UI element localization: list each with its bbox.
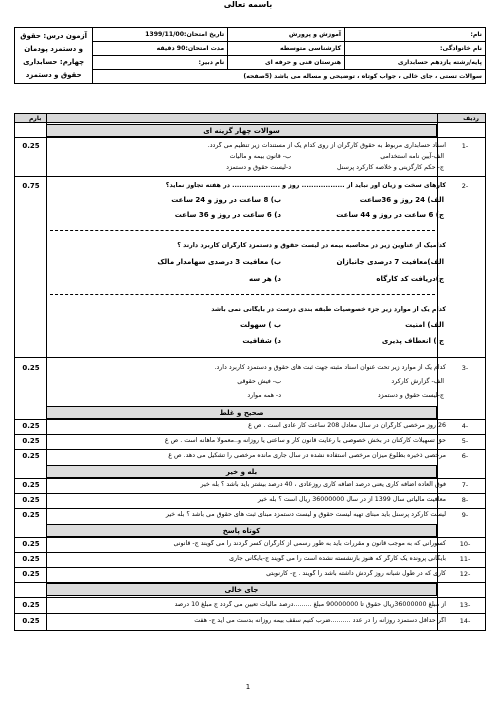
- score-col-divider: [46, 113, 47, 583]
- q1-number: 1-: [461, 142, 469, 150]
- q12-score: 0.25: [22, 570, 40, 578]
- q2-text-3: کدام یک از موارد زیر جزء خصوصیات طبقه بندی درست در بایگانی نمی باشد: [211, 306, 446, 313]
- q2-text: کارهای سخت و زیان آور نباید از .................. روز و .................... در هفته تجاوز نماید؟: [165, 182, 446, 189]
- q2-3-option-c[interactable]: ج ) انعطاف پذیری: [381, 337, 444, 345]
- q2-2-option-a[interactable]: الف)معافیت 7 درصدی جانبازان: [336, 258, 444, 266]
- q8-score: 0.25: [22, 496, 40, 504]
- q2-separator-2: [50, 294, 435, 295]
- q6-score: 0.25: [22, 452, 40, 460]
- q1-score: 0.25: [22, 142, 40, 150]
- q1-option-a[interactable]: الف-آیین نامه استخدامی: [380, 153, 444, 160]
- page-number: 1: [245, 683, 251, 691]
- exam-duration: مدت امتحان:90 دقیقه: [93, 42, 228, 56]
- section-mcq: سوالات چهار گزینه ای: [46, 124, 437, 137]
- q7-score: 0.25: [22, 481, 40, 489]
- q12-number: 12-: [459, 570, 471, 578]
- q2-row: [14, 176, 486, 177]
- office-label: کارشناسی متوسطه: [228, 42, 345, 56]
- q2-option-a[interactable]: الف) 24 روز و 36ساعت: [359, 196, 444, 204]
- section-short-answer: کوتاه پاسخ: [46, 524, 437, 537]
- q2-2-option-d[interactable]: د) هر سه: [248, 275, 281, 283]
- q4-row: [14, 419, 486, 420]
- subject-cell: آزمون درس: حقوق و دستمزد پودمان چهارم: حسابداری حقوق و دستمزد: [15, 28, 93, 84]
- q7-text: فوق العاده اضافه کاری یعنی درصد اضافه کاری روزعادی ، 40 درصد بیشتر باید باشد ؟ بله خیر: [200, 481, 446, 488]
- q1-row: [14, 137, 486, 138]
- q6-number: 6-: [461, 452, 469, 460]
- q2-number: 2-: [461, 182, 469, 190]
- q11-text: بایگانی پرونده یک کارگر که هنوز بازنشسته نشده است را می گویند ج-بایگانی جاری: [229, 555, 446, 562]
- exam-date: تاریخ امتحان:1399/11/00: [93, 28, 228, 42]
- q9-text: لیست کارکرد پرسنل باید مبنای تهیه لیست حقوق و لیست دستمزد مبنای ثبت های حقوق می باشد ؟ بله خیر: [165, 511, 446, 518]
- exam-note: سوالات تستی ، جای خالی ، جواب کوتاه ، توضیحی و مساله می باشد (5صفحه): [93, 70, 486, 84]
- family-label: نام خانوادگی:: [345, 42, 486, 56]
- q13-score: 0.25: [22, 601, 40, 609]
- q2-text-2: کدامیک از عناوین زیر در محاسبه بیمه در لیست حقوق و دستمزد کارگران کاربرد دارند ؟: [177, 242, 446, 249]
- name-label: نام:: [345, 28, 486, 42]
- org-label: آموزش و پرورش: [228, 28, 345, 42]
- q13-number: 13-: [459, 601, 471, 609]
- q10-row: [14, 537, 486, 538]
- col-barom: بارم: [29, 115, 42, 122]
- q14-score: 0.25: [22, 617, 40, 625]
- teacher-label: نام دبیر:: [93, 56, 228, 70]
- q14-text: اگر حداقل دستمزد روزانه را در عدد ..........ضرب کنیم سقف بیمه روزانه بدست می آید ج- هفت: [194, 617, 446, 624]
- q1-text: اسناد حسابداری مربوط به حقوق کارگران از روی کدام یک از مستندات زیر تنظیم می گردد.: [207, 142, 446, 149]
- column-header-bar: [14, 113, 486, 123]
- q3-option-b[interactable]: ب- فیش حقوقی: [237, 378, 281, 385]
- q3-number: 3-: [461, 364, 469, 372]
- q10-text: کسورانی که به موجب قانون و مقررات باید به طور رسمی از کارگران کسر گردند را می گویند ج- قانونی: [173, 540, 446, 547]
- q10-number: 10-: [459, 540, 471, 548]
- q8-row: [14, 493, 486, 494]
- q5-row: [14, 434, 486, 435]
- q8-text: معافیت مالیاتی سال 1399 از در سال 36000000 ریال است ؟ بله خیر: [257, 496, 446, 503]
- q6-row: [14, 449, 486, 450]
- q2-score: 0.75: [22, 182, 40, 190]
- q9-number: 9-: [461, 511, 469, 519]
- q3-score: 0.25: [22, 364, 40, 372]
- q14-row: [14, 613, 486, 614]
- q3-option-c[interactable]: ج-لیست حقوق و دستمزد: [377, 392, 444, 399]
- basmala: باسمه تعالی: [223, 0, 273, 9]
- q7-number: 7-: [461, 481, 469, 489]
- q11-row: [14, 552, 486, 553]
- q9-row: [14, 508, 486, 509]
- section-yes-no: بله و خیر: [46, 465, 437, 478]
- q6-text: مرخصی ذخیره بطلوع میزان مرخصی استفاده نشده در سال جاری مانده مرخصی را تشکیل می دهد. ص غ: [168, 452, 446, 459]
- q11-score: 0.25: [22, 555, 40, 563]
- q12-text: کاری که در طول شبانه روز گردش داشته باشد را گویند . ج- کارنوبتی: [266, 570, 446, 577]
- q8-number: 8-: [461, 496, 469, 504]
- school-label: هنرستان فنی و حرفه ای: [228, 56, 345, 70]
- q2-2-option-c[interactable]: ج)دریافت کد کارگاه: [376, 275, 444, 283]
- q12-row: [14, 567, 486, 568]
- section-true-false: صحیح و غلط: [46, 406, 437, 419]
- q4-text: 26 روز مرخصی کارگران در سال معادل 208 ساعت کار عادی است . ص غ: [248, 422, 446, 429]
- q5-score: 0.25: [22, 437, 40, 445]
- q1-option-b[interactable]: ب- قانون بیمه و مالیات: [229, 153, 291, 160]
- q4-number: 4-: [461, 422, 469, 430]
- q3-row: [14, 357, 486, 358]
- q3-text: کدام یک از موارد زیر تحت عنوان اسناد مثبته جهت ثبت های حقوق و دستمزد کاربرد دارد.: [214, 364, 446, 371]
- q1-option-d[interactable]: د-لیست حقوق و دستمزد: [226, 164, 291, 171]
- q2-option-c[interactable]: ج) 6 ساعت در روز و 44 ساعت: [336, 211, 444, 219]
- q4-score: 0.25: [22, 422, 40, 430]
- class-label: پایه/رشته یازدهم حسابداری: [345, 56, 486, 70]
- q1-option-c[interactable]: ج- حکم کارگزینی و خلاصه کارکرد پرسنل: [336, 164, 444, 171]
- q5-text: حق تسهیلات کارکنان در بخش خصوصی با رعایت قانون کار و ساعتی یا روزانه و..معمولا ماهانه است . ص غ: [164, 437, 446, 444]
- q2-option-d[interactable]: د) 6 ساعت در روز و 36 ساعت: [174, 211, 281, 219]
- q5-number: 5-: [461, 437, 469, 445]
- q2-3-option-a[interactable]: الف) امنیت: [405, 321, 444, 329]
- q14-number: 14-: [459, 617, 471, 625]
- q13-row: [14, 597, 486, 598]
- q13-text: از مبلغ 36000000ریال حقوق تا 90000000 مبلغ .........درصد مالیات تعیین می گردد ج مبلغ 10 درصد: [174, 601, 446, 608]
- col-radif: ردیف: [463, 115, 479, 122]
- q2-3-option-d[interactable]: د) شفافیت: [242, 337, 281, 345]
- q11-number: 11-: [459, 555, 471, 563]
- q10-score: 0.25: [22, 540, 40, 548]
- q7-row: [14, 478, 486, 479]
- q3-option-d[interactable]: د- همه موارد: [247, 392, 281, 399]
- q2-2-option-b[interactable]: ب) معافیت 3 درصدی سهامدار مالک: [157, 258, 281, 266]
- section-fill-blank: جای خالی: [46, 583, 437, 596]
- q2-3-option-b[interactable]: ب ) سهولت: [239, 321, 281, 329]
- q2-separator: [50, 230, 435, 231]
- q3-option-a[interactable]: الف- گزارش کارکرد: [391, 378, 444, 385]
- q9-score: 0.25: [22, 511, 40, 519]
- exam-header-table: [14, 27, 486, 84]
- q2-option-b[interactable]: ب) 8 ساعت در روز و 24 ساعت: [171, 196, 281, 204]
